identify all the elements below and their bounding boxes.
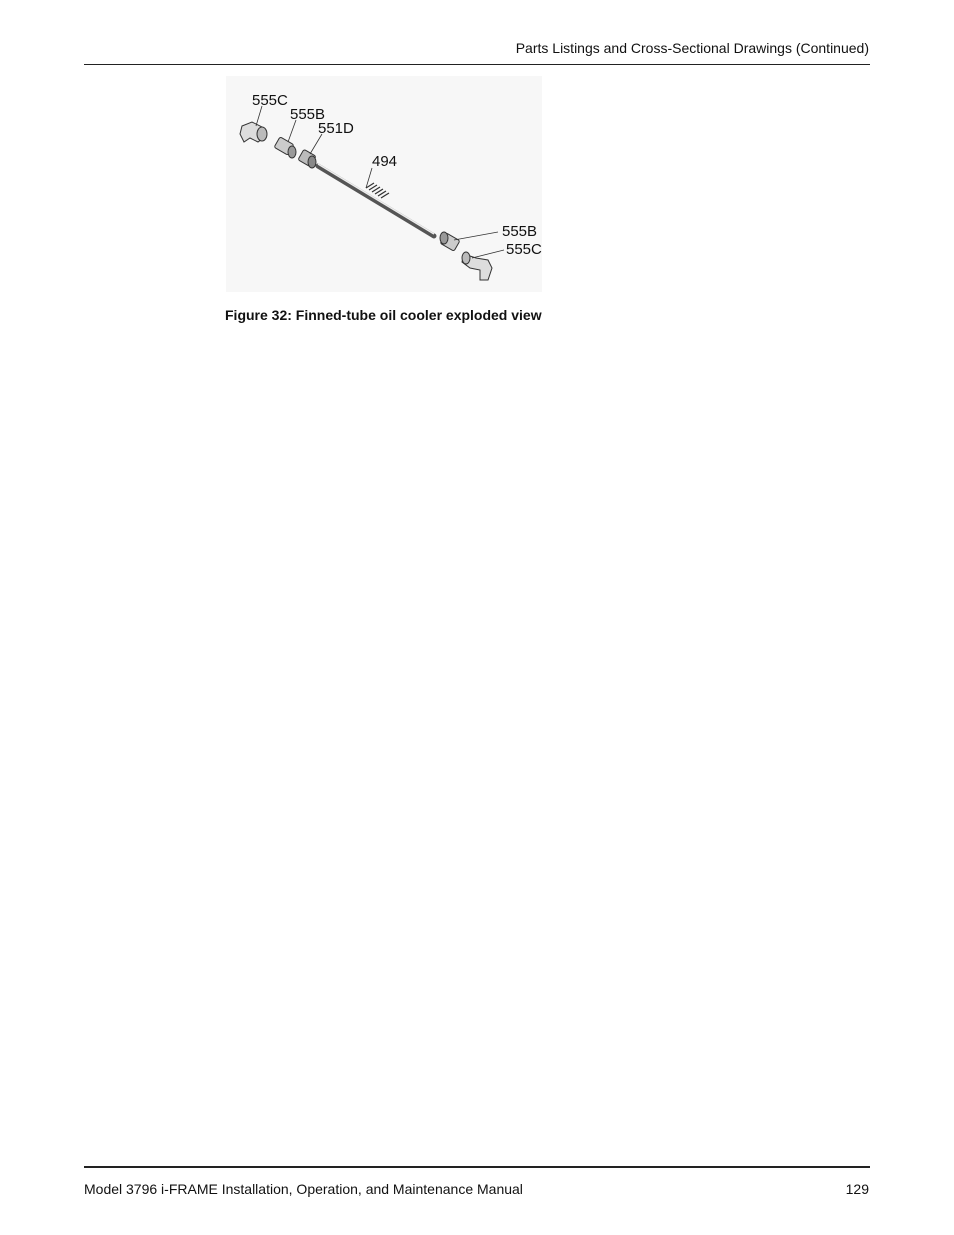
callout-555b-top: 555B [290, 106, 326, 123]
running-header: Parts Listings and Cross-Sectional Drawings (Continued) [515, 40, 869, 56]
callout-555b-bottom: 555B [502, 223, 538, 240]
right-elbow-fitting [462, 252, 492, 280]
callout-551d: 551D [318, 120, 354, 137]
footer-rule [84, 1166, 870, 1168]
left-elbow-fitting [240, 122, 267, 142]
figure-caption: Figure 32: Finned-tube oil cooler exploded view [225, 307, 542, 323]
callout-494: 494 [372, 153, 398, 170]
page-number: 129 [845, 1181, 869, 1197]
footer-manual-title: Model 3796 i-FRAME Installation, Operation, and Maintenance Manual [84, 1181, 523, 1197]
callout-555c-bottom: 555C [506, 241, 542, 258]
right-union-fitting [440, 232, 460, 251]
leader-lines [256, 106, 504, 258]
exploded-view-figure [226, 76, 542, 292]
left-union-fitting [274, 137, 296, 158]
tube-body [318, 166, 434, 236]
exploded-view-drawing [226, 76, 542, 292]
header-rule [84, 64, 870, 65]
callout-555c-top: 555C [252, 92, 288, 109]
tube-body-highlight [318, 164, 434, 234]
left-nut-fitting [298, 149, 316, 168]
